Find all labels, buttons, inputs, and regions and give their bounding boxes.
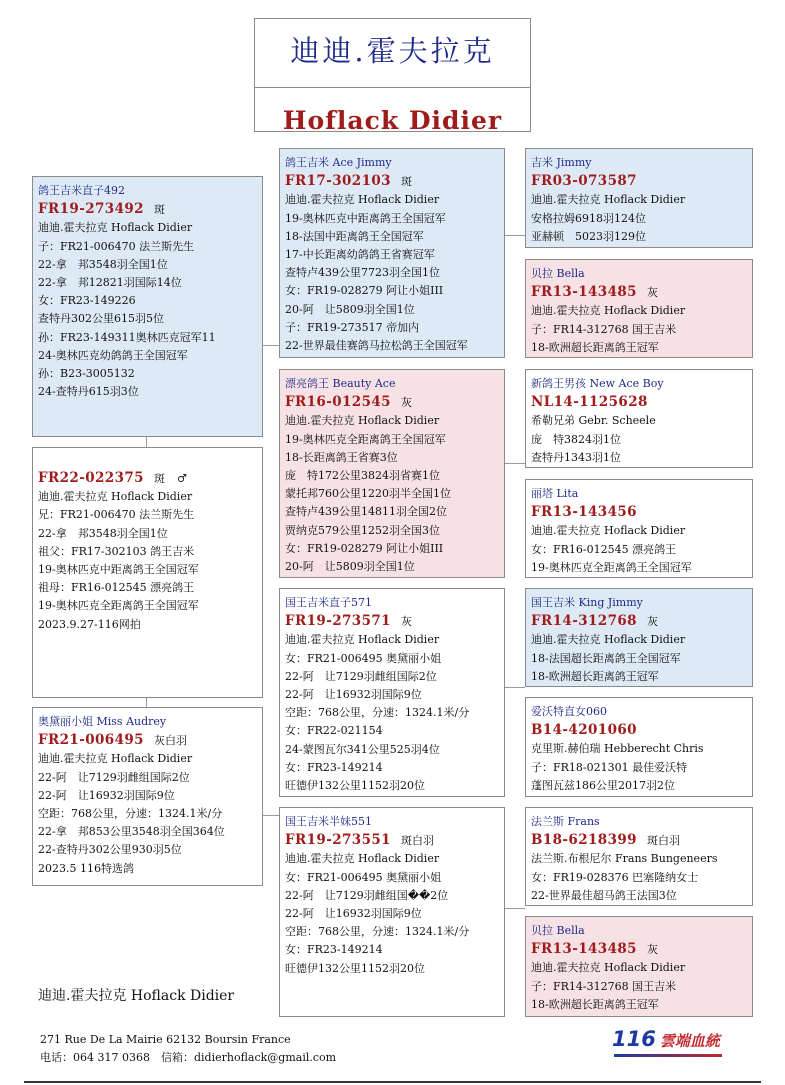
plumage-color: 灰 bbox=[646, 286, 658, 300]
ring-number-row bbox=[531, 721, 748, 740]
parent-card bbox=[279, 369, 505, 578]
pedigree-line: 查特丹1343羽1位 bbox=[531, 450, 621, 464]
breeder-title-english: Hoflack Didier bbox=[282, 106, 503, 135]
grandparent-card bbox=[525, 148, 753, 248]
pedigree-line: 祖父：FR17-302103 鸽王吉米 bbox=[38, 544, 195, 558]
pigeon-name: 国王吉米 King Jimmy bbox=[531, 596, 643, 609]
footer-address: 271 Rue De La Mairie 62132 Boursin France bbox=[40, 1033, 291, 1046]
ring-number-row bbox=[38, 469, 258, 488]
pedigree-line: 22-阿 让7129羽雌组国际2位 bbox=[38, 770, 190, 784]
subject-pigeon-card bbox=[32, 447, 263, 698]
pedigree-line: 19-奥林匹克全距离鸽王全国冠军 bbox=[38, 599, 199, 613]
pedigree-line: 子：FR14-312768 国王吉米 bbox=[531, 322, 677, 336]
pedigree-line: 亚赫顿 5023羽129位 bbox=[531, 229, 646, 243]
pedigree-line: 女：FR19-028279 阿让小姐III bbox=[285, 541, 444, 555]
plumage-color: 斑 bbox=[400, 175, 412, 189]
pedigree-line: 迪迪.霍夫拉克 Hoflack Didier bbox=[285, 193, 440, 207]
ring-number-row bbox=[531, 612, 748, 631]
pedigree-line: 22-阿 让16932羽国际9位 bbox=[38, 788, 175, 802]
yunduan-logo bbox=[612, 1027, 722, 1059]
grandparent-card bbox=[525, 369, 753, 468]
grandparent-card bbox=[525, 916, 753, 1017]
pedigree-line: 22-世界最佳赛鸽马拉松鸽王全国冠军 bbox=[285, 339, 468, 353]
pigeon-name: 贝拉 Bella bbox=[531, 924, 585, 937]
plumage-color: 灰 bbox=[400, 396, 412, 410]
pedigree-line: 女：FR23-149226 bbox=[38, 294, 136, 308]
pedigree-line: 18-欧洲超长距离鸽王冠军 bbox=[531, 669, 659, 683]
pedigree-line: 19-奥林匹克全距离鸽王全国冠军 bbox=[531, 560, 692, 574]
ring-number: FR03-073587 bbox=[531, 173, 637, 190]
pedigree-line: 查特卢439公里14811羽全国2位 bbox=[285, 505, 447, 519]
pedigree-line: 22-阿 让7129羽雌组国��2位 bbox=[285, 888, 449, 902]
ring-number: FR13-143456 bbox=[531, 504, 637, 521]
pedigree-line: 女：FR19-028376 巴塞隆纳女士 bbox=[531, 870, 699, 884]
pedigree-line: 庞 特3824羽1位 bbox=[531, 432, 621, 446]
pedigree-line: 19-奥林匹克中距离鸽王全国冠军 bbox=[38, 563, 199, 577]
pedigree-line: 子：FR18-021301 最佳爱沃特 bbox=[531, 760, 688, 774]
logo-text: 雲端血統 bbox=[659, 1032, 720, 1050]
pedigree-line: 24-奥林匹克幼鸽鸽王全国冠军 bbox=[38, 348, 188, 362]
pedigree-line: 迪迪.霍夫拉克 Hoflack Didier bbox=[531, 633, 686, 647]
ring-number-row bbox=[285, 831, 500, 850]
pedigree-line: 22-拿 邦853公里3548羽全国364位 bbox=[38, 825, 225, 839]
ring-number-row bbox=[531, 172, 748, 191]
logo-number: 116 bbox=[612, 1027, 656, 1051]
pedigree-line: 克里斯.赫伯瑞 Hebberecht Chris bbox=[531, 742, 704, 756]
ring-number: FR13-143485 bbox=[531, 941, 637, 958]
pigeon-name: 新鸽王男孩 New Ace Boy bbox=[531, 377, 664, 390]
ring-number-row bbox=[38, 200, 258, 219]
grandparent-card bbox=[525, 697, 753, 797]
pedigree-line: 迪迪.霍夫拉克 Hoflack Didier bbox=[531, 193, 686, 207]
pedigree-line: 迪迪.霍夫拉克 Hoflack Didier bbox=[531, 304, 686, 318]
parent-card bbox=[279, 148, 505, 358]
pedigree-line: 查特丹302公里615羽5位 bbox=[38, 312, 164, 326]
ring-number: FR19-273551 bbox=[285, 832, 391, 849]
pigeon-name: 鸽王吉米直子492 bbox=[38, 184, 125, 197]
pedigree-header bbox=[254, 18, 531, 135]
dam-card bbox=[32, 707, 263, 886]
parent-card bbox=[279, 807, 505, 1017]
pedigree-line: 孙：B23-3005132 bbox=[38, 367, 135, 381]
connector-line bbox=[505, 687, 525, 688]
pedigree-line: 20-阿 让5809羽全国1位 bbox=[285, 560, 415, 574]
pedigree-line: 蓬图瓦兹186公里2017羽2位 bbox=[531, 778, 675, 792]
pedigree-line: 女：FR19-028279 阿让小姐III bbox=[285, 284, 444, 298]
connector-line bbox=[505, 235, 525, 236]
pedigree-line: 18-长距离鸽王省赛3位 bbox=[285, 450, 398, 464]
pigeon-name: 漂亮鸽王 Beauty Ace bbox=[285, 377, 396, 390]
pedigree-line: 24-查特丹615羽3位 bbox=[38, 385, 139, 399]
pedigree-line: 迪迪.霍夫拉克 Hoflack Didier bbox=[531, 524, 686, 538]
pedigree-line: 22-查特丹302公里930羽5位 bbox=[38, 843, 182, 857]
ring-number: FR17-302103 bbox=[285, 173, 391, 190]
pedigree-line: 子：FR14-312768 国王吉米 bbox=[531, 979, 677, 993]
logo-underline bbox=[614, 1054, 722, 1057]
ring-number: B18-6218399 bbox=[531, 832, 637, 849]
connector-line bbox=[505, 463, 525, 464]
pedigree-line: 空距：768公里，分速：1324.1米/分 bbox=[38, 807, 223, 821]
pedigree-line: 19-奥林匹克中距离鸽王全国冠军 bbox=[285, 211, 446, 225]
pedigree-line: 女：FR16-012545 漂亮鸽王 bbox=[531, 542, 677, 556]
pedigree-line: 迪迪.霍夫拉克 Hoflack Didier bbox=[285, 852, 440, 866]
pedigree-line: 查特卢439公里7723羽全国1位 bbox=[285, 266, 440, 280]
plumage-color: 斑 bbox=[153, 472, 165, 485]
pigeon-name: 吉米 Jimmy bbox=[531, 156, 592, 169]
connector-line bbox=[146, 698, 147, 707]
footer bbox=[40, 1031, 560, 1067]
plumage-color: 斑白羽 bbox=[400, 834, 434, 848]
grandparent-card bbox=[525, 588, 753, 687]
pedigree-line: 18-欧洲超长距离鸽王冠军 bbox=[531, 340, 659, 354]
pedigree-line: 18-法国超长距离鸽王全国冠军 bbox=[531, 651, 681, 665]
ring-number: FR19-273492 bbox=[38, 201, 144, 218]
pigeon-name: 爱沃特直女060 bbox=[531, 705, 607, 718]
footer-contact: 电话：064 317 0368 信箱：didierhoflack@gmail.com bbox=[40, 1051, 337, 1064]
sex-symbol: ♂ bbox=[176, 472, 187, 485]
pigeon-name: 法兰斯 Frans bbox=[531, 815, 600, 828]
pedigree-line: 22-阿 让7129羽雌组国际2位 bbox=[285, 669, 437, 683]
ring-number: NL14-1125628 bbox=[531, 394, 648, 411]
pedigree-line: 22-阿 让16932羽国际9位 bbox=[285, 688, 422, 702]
pedigree-line: 空距：768公里，分速：1324.1米/分 bbox=[285, 925, 470, 939]
pedigree-line: 迪迪.霍夫拉克 Hoflack Didier bbox=[38, 221, 193, 235]
connector-line bbox=[505, 908, 525, 909]
breeder-title-chinese: 迪迪.霍夫拉克 bbox=[290, 34, 495, 68]
header-divider bbox=[255, 87, 530, 88]
pedigree-line: 17-中长距离幼鸽鸽王省赛冠军 bbox=[285, 248, 435, 262]
pedigree-line: 蒙托邦760公里1220羽半全国1位 bbox=[285, 487, 451, 501]
plumage-color: 灰 bbox=[646, 943, 658, 957]
pedigree-line: 希勒兄弟 Gebr. Scheele bbox=[531, 414, 656, 428]
ring-number-row bbox=[531, 503, 748, 522]
pigeon-name: 丽塔 Lita bbox=[531, 487, 579, 500]
ring-number: FR19-273571 bbox=[285, 613, 391, 630]
ring-number-row bbox=[531, 831, 748, 850]
pigeon-name: 国王吉米半妹551 bbox=[285, 815, 372, 828]
ring-number-row bbox=[38, 731, 258, 750]
pedigree-line: 女：FR22-021154 bbox=[285, 724, 383, 738]
pigeon-name: 国王吉米直子571 bbox=[285, 596, 372, 609]
pedigree-line: 迪迪.霍夫拉克 Hoflack Didier bbox=[285, 414, 440, 428]
pedigree-line: 孙：FR23-149311奥林匹克冠军11 bbox=[38, 330, 216, 344]
plumage-color: 斑白羽 bbox=[646, 834, 680, 848]
bottom-rule bbox=[24, 1081, 761, 1083]
pedigree-line: 20-阿 让5809羽全国1位 bbox=[285, 302, 415, 316]
pedigree-line: 子：FR19-273517 帝加内 bbox=[285, 320, 420, 334]
grandparent-card bbox=[525, 259, 753, 358]
pedigree-line: 19-奥林匹克全距离鸽王全国冠军 bbox=[285, 432, 446, 446]
ring-number: FR14-312768 bbox=[531, 613, 637, 630]
pedigree-line: 22-拿 邦3548羽全国1位 bbox=[38, 257, 168, 271]
pedigree-line: 空距：768公里，分速：1324.1米/分 bbox=[285, 706, 470, 720]
pedigree-line: 2023.9.27-116网拍 bbox=[38, 617, 141, 631]
grandparent-card bbox=[525, 807, 753, 906]
pedigree-line: 迪迪.霍夫拉克 Hoflack Didier bbox=[285, 633, 440, 647]
ring-number-row bbox=[285, 612, 500, 631]
plumage-color: 灰白羽 bbox=[153, 734, 187, 748]
pedigree-line: 兄：FR21-006470 法兰斯先生 bbox=[38, 508, 195, 522]
pedigree-line: 贾纳克579公里1252羽全国3位 bbox=[285, 523, 440, 537]
pedigree-line: 迪迪.霍夫拉克 Hoflack Didier bbox=[531, 961, 686, 975]
pedigree-line: 18-法国中距离鸽王全国冠军 bbox=[285, 229, 424, 243]
ring-number-row bbox=[285, 393, 500, 412]
pigeon-name: 鸽王吉米 Ace Jimmy bbox=[285, 156, 392, 169]
pedigree-line: 2023.5 116特选鸽 bbox=[38, 861, 134, 875]
ring-number-row bbox=[531, 393, 748, 412]
ring-number: FR16-012545 bbox=[285, 394, 391, 411]
pigeon-name: 贝拉 Bella bbox=[531, 267, 585, 280]
ring-number: FR21-006495 bbox=[38, 732, 144, 749]
pedigree-line: 女：FR21-006495 奥黛丽小姐 bbox=[285, 870, 442, 884]
grandparent-card bbox=[525, 479, 753, 578]
plumage-color: 灰 bbox=[400, 615, 412, 629]
pedigree-line: 子：FR21-006470 法兰斯先生 bbox=[38, 239, 195, 253]
pedigree-line: 18-欧洲超长距离鸽王冠军 bbox=[531, 997, 659, 1011]
pigeon-name: 奥黛丽小姐 Miss Audrey bbox=[38, 715, 167, 728]
plumage-color: 斑 bbox=[153, 203, 165, 217]
pedigree-line: 旺德伊132公里1152羽20位 bbox=[285, 779, 425, 793]
pedigree-line: 24-蒙图瓦尔341公里525羽4位 bbox=[285, 742, 440, 756]
ring-number-row bbox=[531, 283, 748, 302]
connector-line bbox=[146, 437, 147, 447]
sibling-card bbox=[32, 176, 263, 437]
pedigree-line: 旺德伊132公里1152羽20位 bbox=[285, 961, 425, 975]
pedigree-line: 女：FR21-006495 奥黛丽小姐 bbox=[285, 651, 442, 665]
ring-number: B14-4201060 bbox=[531, 722, 637, 739]
pedigree-line: 22-阿 让16932羽国际9位 bbox=[285, 907, 422, 921]
ring-number-row bbox=[285, 172, 500, 191]
pedigree-line: 女：FR23-149214 bbox=[285, 943, 383, 957]
pedigree-line: 女：FR23-149214 bbox=[285, 760, 383, 774]
pedigree-line: 迪迪.霍夫拉克 Hoflack Didier bbox=[38, 752, 193, 766]
pedigree-line: 庞 特172公里3824羽省赛1位 bbox=[285, 469, 440, 483]
pedigree-line: 迪迪.霍夫拉克 Hoflack Didier bbox=[38, 490, 193, 504]
pedigree-line: 22-世界最佳超马鸽王法国3位 bbox=[531, 888, 677, 902]
pedigree-line: 22-拿 邦12821羽国际14位 bbox=[38, 276, 182, 290]
plumage-color: 灰 bbox=[646, 615, 658, 629]
breeder-label: 迪迪.霍夫拉克 Hoflack Didier bbox=[38, 988, 235, 1004]
ring-number: FR22-022375 bbox=[38, 470, 144, 486]
parent-card bbox=[279, 588, 505, 797]
pedigree-line: 祖母：FR16-012545 漂亮鸽王 bbox=[38, 581, 195, 595]
ring-number: FR13-143485 bbox=[531, 284, 637, 301]
pedigree-line: 22-拿 邦3548羽全国1位 bbox=[38, 526, 168, 540]
pedigree-line: 安格拉姆6918羽124位 bbox=[531, 211, 646, 225]
pedigree-line: 法兰斯.布根尼尔 Frans Bungeneers bbox=[531, 852, 718, 866]
ring-number-row bbox=[531, 940, 748, 959]
